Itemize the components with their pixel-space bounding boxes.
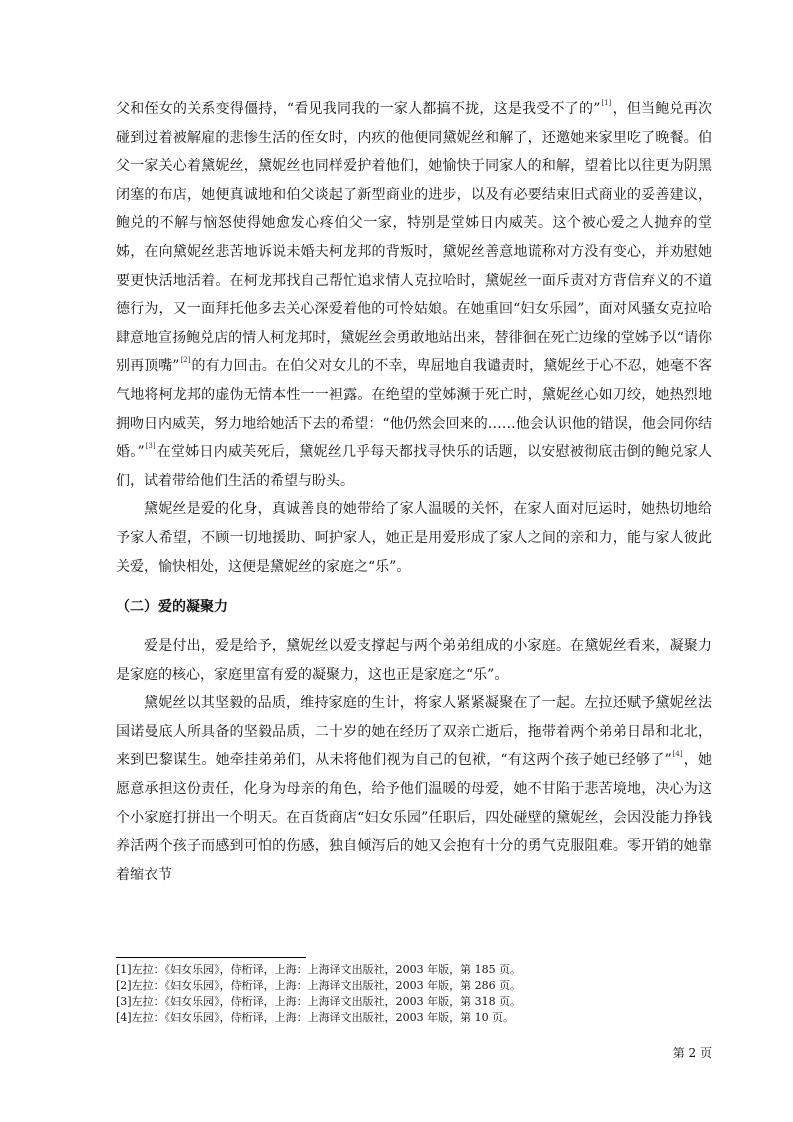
page-number: 第 2 页 bbox=[672, 1046, 712, 1060]
footnotes bbox=[116, 962, 716, 1026]
footnote-ref-4[interactable]: [4] bbox=[672, 750, 683, 759]
paragraph-1 bbox=[116, 95, 712, 495]
footnote-1: [1]左拉：《妇女乐园》，侍桁译，上海：上海译文出版社，2003 年版，第 185 页。 bbox=[116, 963, 522, 976]
paragraph-1-text-b: ，但当鲍兑再次碰到过着被解雇的悲惨生活的侄女时，内疚的他便同黛妮丝和解了，还邀她来家里吃了晚餐。伯父一家关心着黛妮丝，黛妮丝也同样爱护着他们，她愉快于同家人的和解，望着比以往更为阴黑闭塞的布店，她便真诚地和伯父谈起了新型商业的进步，以及有必要结束旧式商业的妥善建议，鲍兑的不解与恼怒使得她愈发心疼伯父一家，特别是堂姊日内威芙。这个被心爱之人抛弃的堂姊，在向黛妮丝悲苦地诉说未婚夫柯龙邦的背叛时，黛妮丝善意地谎称对方没有变心，并劝慰她要更快活地活着。在柯龙邦找自己帮忙追求情人克拉哈时，黛妮丝一面斥责对方背信弃义的不道德行为，又一面拜托他多去关心深爱着他的可怜姑娘。在她重回“妇女乐园”，面对风骚女克拉哈肆意地宣扬鲍兑店的情人柯龙邦时，黛妮丝会勇敢地站出来，替徘徊在死亡边缘的堂姊予以“请你别再顶嘴” bbox=[116, 101, 713, 375]
footnote-2: [2]左拉：《妇女乐园》，侍桁译，上海：上海译文出版社，2003 年版，第 286 页。 bbox=[116, 979, 522, 992]
paragraph-1-text-c: 的有力回击。在伯父对女儿的不幸，卑屈地自我谴责时，黛妮丝于心不忍，她毫不客气地将柯龙邦的虚伪无情本性一一袒露。在绝望的堂姊濒于死亡时，黛妮丝心如刀绞，她热烈地拥吻日内威芙，努力地给她活下去的希望：“他仍然会回来的……他会认识他的错误，他会同你结婚。” bbox=[116, 358, 712, 461]
footnote-divider bbox=[116, 957, 306, 958]
footnote-ref-3[interactable]: [3] bbox=[145, 442, 156, 451]
paragraph-4 bbox=[116, 689, 712, 889]
body-text bbox=[116, 95, 712, 889]
footnote-4: [4]左拉：《妇女乐园》，侍桁译，上海：上海译文出版社，2003 年版，第 10 页。 bbox=[116, 1011, 515, 1024]
paragraph-1-text-a: 父和侄女的关系变得僵持，“看见我同我的一家人都搞不拢，这是我受不了的” bbox=[116, 101, 601, 117]
paragraph-4-text-b: ，她愿意承担这份责任，化身为母亲的角色，给予他们温暖的母爱，她不甘陷于悲苦境地，决心为这个小家庭打拼出一个明天。在百货商店“妇女乐园”任职后，四处碰壁的黛妮丝，会因没能力挣钱养活两个孩子而感到可怕的伤感，独自倾泻后的她又会抱有十分的勇气克服阻难。零开销的她靠着缩衣节 bbox=[116, 752, 713, 883]
section-heading: （二）爱的凝聚力 bbox=[116, 599, 228, 616]
footnote-ref-2[interactable]: [2] bbox=[180, 356, 191, 365]
footnote-ref-1[interactable]: [1] bbox=[601, 99, 612, 107]
paragraph-4-text-a: 黛妮丝以其坚毅的品质，维持家庭的生计，将家人紧紧凝聚在了一起。左拉还赋予黛妮丝法国诺曼底人所具备的坚毅品质，二十岁的她在经历了双亲亡逝后，拖带着两个弟弟日昂和北北，来到巴黎谋生。她牵挂弟弟们，从未将他们视为自己的包袱，“有这两个孩子她已经够了” bbox=[116, 695, 712, 769]
paragraph-2: 黛妮丝是爱的化身，真诚善良的她带给了家人温暖的关怀，在家人面对厄运时，她热切地给予家人希望，不顾一切地援助、呵护家人，她正是用爱形成了家人之间的亲和力，能与家人彼此关爱，愉快相处，这便是黛妮丝的家庭之“乐”。 bbox=[116, 501, 712, 575]
paragraph-1-text-d: 在堂姊日内威芙死后，黛妮丝几乎每天都找寻快乐的话题，以安慰被彻底击倒的鲍兑家人们，试着带给他们生活的希望与盼头。 bbox=[116, 444, 712, 489]
paragraph-3: 爱是付出，爱是给予，黛妮丝以爱支撑起与两个弟弟组成的小家庭。在黛妮丝看来，凝聚力是家庭的核心，家庭里富有爱的凝聚力，这也正是家庭之“乐”。 bbox=[116, 638, 712, 683]
footnote-3: [3]左拉：《妇女乐园》，侍桁译，上海：上海译文出版社，2003 年版，第 318 页。 bbox=[116, 995, 522, 1008]
